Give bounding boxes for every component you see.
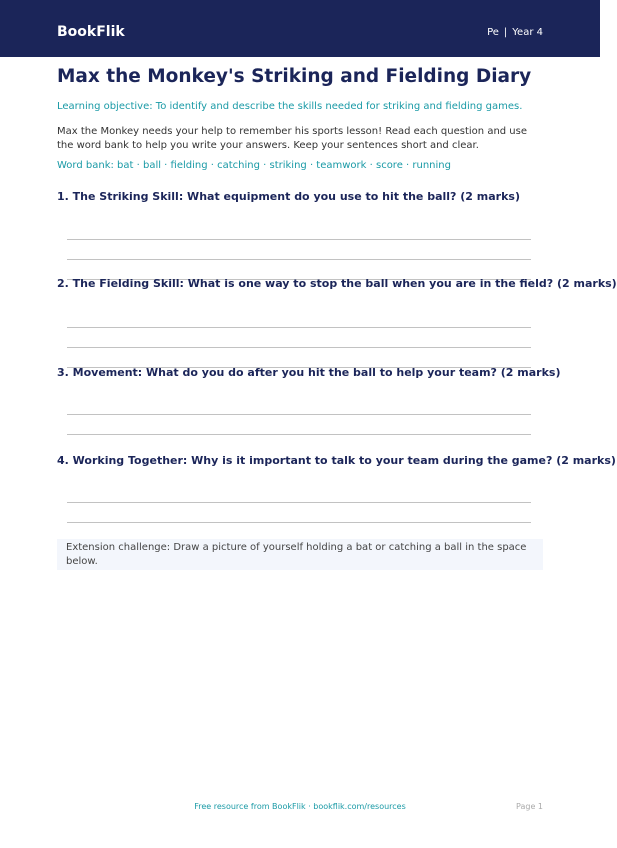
question-2-text: 2. The Fielding Skill: What is one way to stop the ball when you are in the field? xyxy=(57,277,554,290)
question-3 xyxy=(57,365,561,381)
question-3-text: 3. Movement: What do you do after you hit the ball to help your team? xyxy=(57,366,497,379)
page-number: Page 1 xyxy=(516,802,543,811)
answer-line-4b[interactable] xyxy=(67,522,531,523)
question-4 xyxy=(57,453,616,469)
question-3-marks: (2 marks) xyxy=(500,366,561,379)
word-bank: Word bank: bat · ball · fielding · catching · striking · teamwork · score · running xyxy=(57,160,451,171)
question-1 xyxy=(57,189,520,205)
answer-line-3a[interactable] xyxy=(67,414,531,415)
learning-objective: Learning objective: To identify and describe the skills needed for striking and fielding games. xyxy=(57,101,523,112)
meta-separator: | xyxy=(503,27,508,38)
intro-text: Max the Monkey needs your help to remember his sports lesson! Read each question and use the word bank to help you write your answers. Keep your sentences short and clear. xyxy=(57,126,528,151)
question-1-text: 1. The Striking Skill: What equipment do you use to hit the ball? xyxy=(57,190,457,203)
question-4-text: 4. Working Together: Why is it important to talk to your team during the game? xyxy=(57,454,553,467)
extension-challenge-box xyxy=(57,539,543,570)
header-bar xyxy=(0,0,600,57)
answer-line-1b[interactable] xyxy=(67,259,531,260)
question-4-marks: (2 marks) xyxy=(556,454,616,467)
answer-line-3b[interactable] xyxy=(67,434,531,435)
year-label: Year 4 xyxy=(512,27,543,38)
question-2 xyxy=(57,276,617,292)
question-2-marks: (2 marks) xyxy=(557,277,617,290)
footer-credit[interactable]: Free resource from BookFlik · bookflik.com/resources xyxy=(194,802,406,811)
answer-line-2b[interactable] xyxy=(67,347,531,348)
worksheet-title: Max the Monkey's Striking and Fielding Diary xyxy=(57,66,532,87)
answer-line-4a[interactable] xyxy=(67,502,531,503)
answer-line-1a[interactable] xyxy=(67,239,531,240)
extension-challenge-text: Extension challenge: Draw a picture of yourself holding a bat or catching a ball in the space below. xyxy=(66,542,527,567)
subject-label: Pe xyxy=(487,27,499,38)
subject-year xyxy=(487,26,543,40)
brand-logo[interactable]: BookFlik xyxy=(57,24,125,40)
question-1-marks: (2 marks) xyxy=(460,190,520,203)
answer-line-2a[interactable] xyxy=(67,327,531,328)
